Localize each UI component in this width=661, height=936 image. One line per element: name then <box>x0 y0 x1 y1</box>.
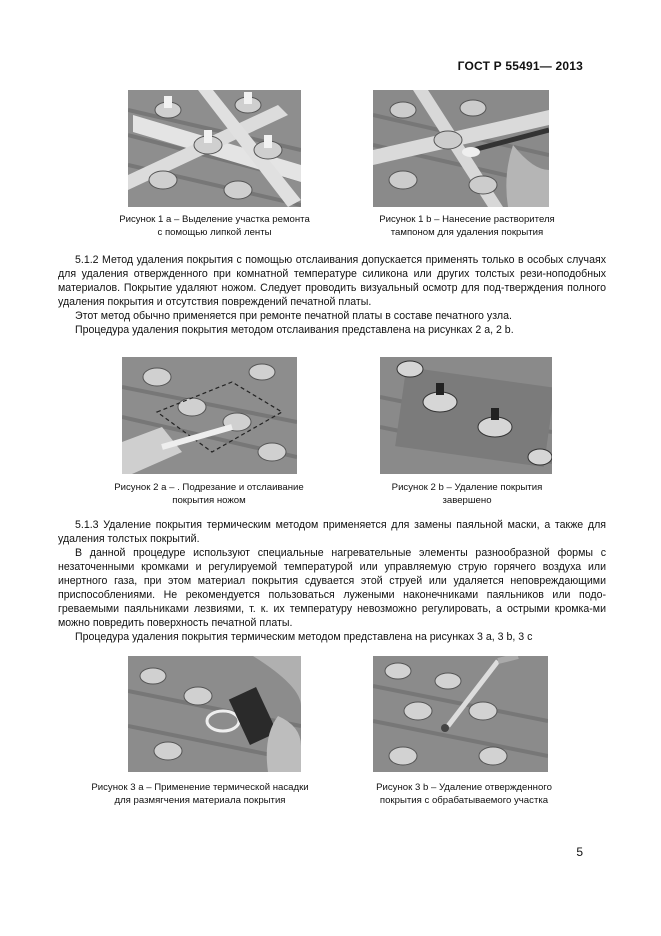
paragraph: 5.1.2 Метод удаления покрытия с помощью отслаивания допускается применять только в особых случаях для удаления отвержденного при комнатной температуре силикона или других толстых рези-ноподобных материалов. Покрытие удаляют ножом. Следует проводить визуальный осмотр для под-тверждения полного удаления покрытия и отсутствия повреждений печатной платы. <box>58 254 606 308</box>
paragraph: В данной процедуре используют специальные нагревательные элементы разнообразной формы с незаточенными кромками и регулируемой температурой или управляемую струю горячего воздуха или инертного газа, при этом материал покрытия сдувается этой струей или удаляется неповреждающими приспособлениями. Не рекомендуется пользоваться лужеными наконечниками паяльников или подо-греваемыми паяльниками лезвиями, т. к. их температуру невозможно регулировать, а острыми кромка-ми можно повредить поверхность печатной платы. <box>58 547 606 629</box>
figure-2a-caption <box>100 481 318 507</box>
paragraph: 5.1.3 Удаление покрытия термическим методом применяется для замены паяльной маски, а также для удаления толстых покрытий. <box>58 519 606 545</box>
paragraph: Этот метод обычно применяется при ремонте печатной платы в составе печатного узла. <box>75 310 512 322</box>
document-header: ГОСТ Р 55491— 2013 <box>457 59 583 73</box>
section-5-1-3 <box>58 518 606 644</box>
caption-line: для размягчения материала покрытия <box>114 795 286 806</box>
paragraph: Процедура удаления покрытия методом отслаивания представлена на рисунках 2 а, 2 b. <box>75 324 514 336</box>
caption-line: Рисунок 2 а – . Подрезание и отслаивание <box>114 482 304 493</box>
figure-1b-image <box>373 90 549 207</box>
caption-line: Рисунок 2 b – Удаление покрытия <box>391 482 543 493</box>
caption-line: с помощью липкой ленты <box>157 227 272 238</box>
paragraph: Процедура удаления покрытия термическим методом представлена на рисунках 3 а, 3 b, 3 с <box>75 631 533 643</box>
caption-line: покрытия ножом <box>172 495 246 506</box>
page-number: 5 <box>576 845 583 859</box>
figure-2b-caption <box>383 481 551 507</box>
figure-1a-caption <box>98 213 331 239</box>
figure-3a-image <box>128 656 301 772</box>
figure-2b-image <box>380 357 552 474</box>
figure-3b-caption <box>365 781 563 807</box>
section-5-1-2 <box>58 253 606 337</box>
caption-line: Рисунок 1 а – Выделение участка ремонта <box>119 214 310 225</box>
caption-line: Рисунок 3 а – Применение термической насадки <box>91 782 309 793</box>
caption-line: Рисунок 1 b – Нанесение растворителя <box>379 214 555 225</box>
caption-line: тампоном для удаления покрытия <box>390 227 544 238</box>
figure-3b-image <box>373 656 548 772</box>
figure-1b-caption <box>368 213 566 239</box>
caption-line: Рисунок 3 b – Удаление отвержденного <box>376 782 552 793</box>
figure-1a-image <box>128 90 301 207</box>
caption-line: завершено <box>442 495 492 506</box>
figure-3a-caption <box>84 781 316 807</box>
caption-line: покрытия с обрабатываемого участка <box>379 795 549 806</box>
figure-2a-image <box>122 357 297 474</box>
